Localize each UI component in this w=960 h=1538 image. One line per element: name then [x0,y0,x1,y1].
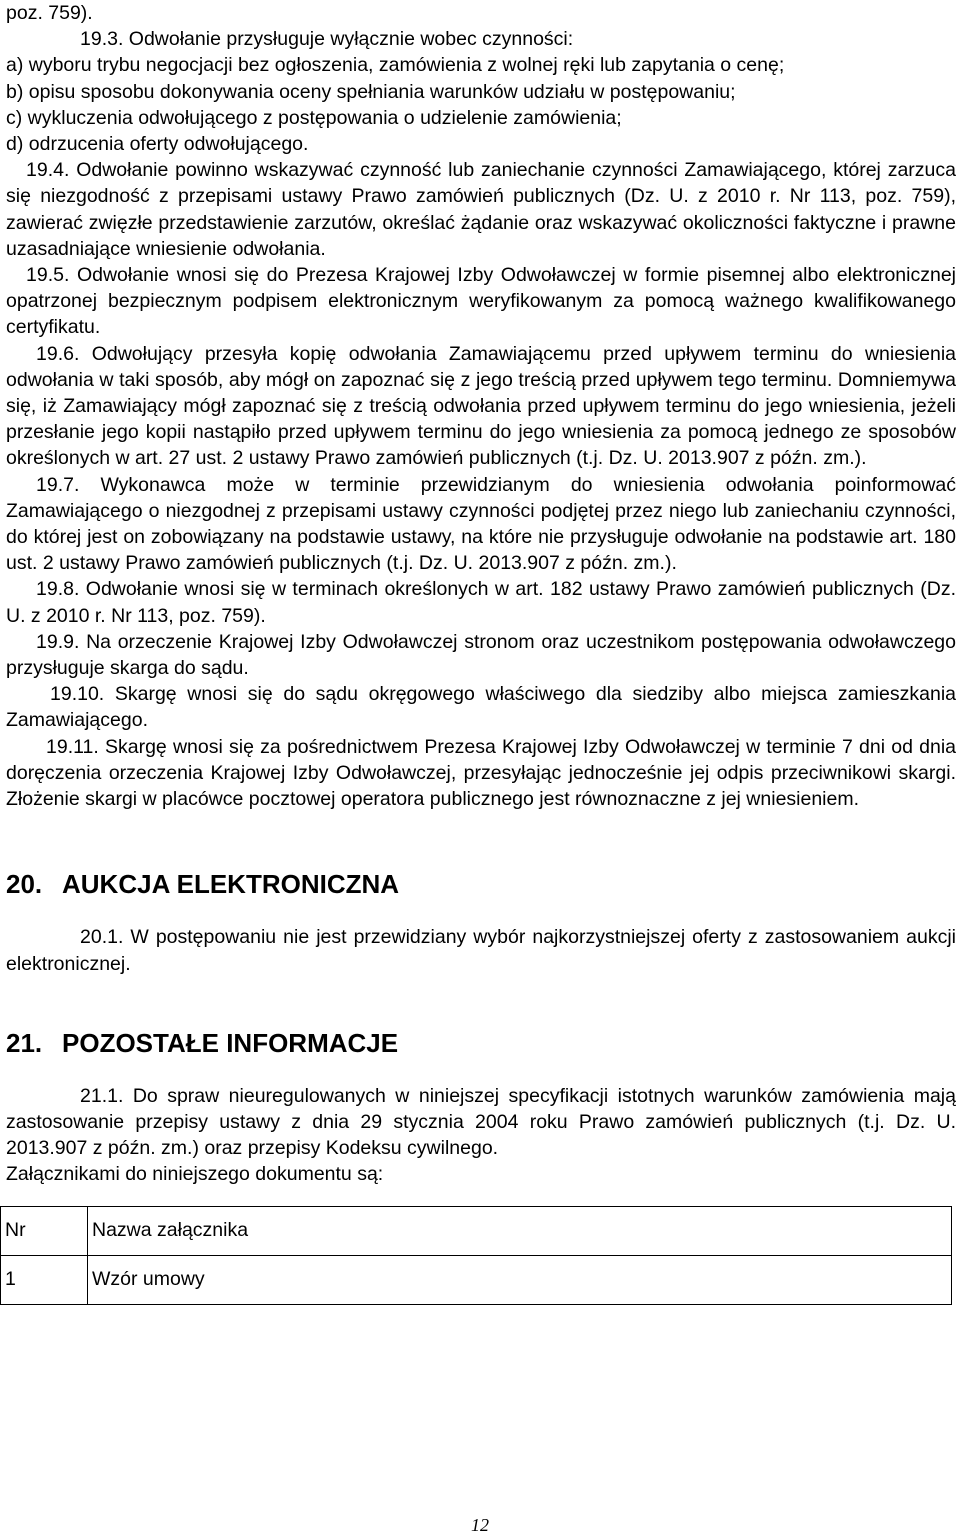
page-number: 12 [471,1515,489,1535]
paragraph-19-9: 19.9. Na orzeczenie Krajowej Izby Odwoławczej stronom oraz uczestnikom postępowania odwoławczego przysługuje skarga do sądu. [6,630,956,680]
attachments-intro: Załącznikami do niniejszego dokumentu są: [6,1163,384,1186]
paragraph-19-3: 19.3. Odwołanie przysługuje wyłącznie wobec czynności: [80,28,574,51]
paragraph-19-5: 19.5. Odwołanie wnosi się do Prezesa Krajowej Izby Odwoławczej w formie pisemnej albo elektronicznej opatrzonej bezpiecznym podpisem elektronicznym weryfikowanym za pomocą ważnego kwalifikowanego certyfikatu. [6,264,956,339]
paragraph-19-6: 19.6. Odwołujący przesyła kopię odwołania Zamawiającemu przed upływem terminu do wniesienia odwołania w taki sposób, aby mógł on zapoznać się z jego treścią przed upływem tego terminu. Domniemywa się, iż Zamawiający mógł zapoznać się z treścią odwołania przed upływem terminu do jego wniesienia, jeżeli przesłanie jego kopii nastąpiło przed upływem terminu do jego wniesienia za pomocą jednego ze sposobów określonych w art. 27 ust. 2 ustawy Prawo zamówień publicznych (t.j. Dz. U. 2013.907 z późn. zm.). [6,342,956,470]
section-number: 20. [6,869,43,900]
paragraph-21-1: 21.1. Do spraw nieuregulowanych w niniejszej specyfikacji istotnych warunków zamówienia mają zastosowanie przepisy ustawy z dnia 29 stycznia 2004 roku Prawo zamówień publicznych (t.j. Dz. U. 2013.907 z późn. zm.) oraz przepisy Kodeksu cywilnego. [6,1084,956,1160]
list-item-d: d) odrzucenia oferty odwołującego. [6,133,309,156]
section-heading-20 [6,868,956,900]
paragraph-20-1: 20.1. W postępowaniu nie jest przewidziany wybór najkorzystniejszej oferty z zastosowaniem aukcji elektronicznej. [6,926,956,975]
paragraph-19-4: 19.4. Odwołanie powinno wskazywać czynność lub zaniechanie czynności Zamawiającego, której zarzuca się niezgodność z przepisami ustawy Prawo zamówień publicznych (Dz. U. z 2010 r. Nr 113, poz. 759), zawierać zwięzłe przedstawienie zarzutów, określać żądanie oraz wskazywać okoliczności faktyczne i prawne uzasadniające wniesienie odwołania. [6,159,956,260]
attachments-table [0,1206,952,1305]
list-item-c: c) wykluczenia odwołującego z postępowania o udzielenie zamówienia; [6,106,622,129]
list-item-a: a) wyboru trybu negocjacji bez ogłoszenia, zamówienia z wolnej ręki lub zapytania o cenę; [6,54,785,77]
paragraph-19-7: 19.7. Wykonawca może w terminie przewidzianym do wniesienia odwołania poinformować Zamawiającego o niezgodnej z przepisami ustawy czynności podjętej przez niego lub zaniechaniu czynności, do której jest on zobowiązany na podstawie ustawy, na które nie przysługuje odwołanie na podstawie art. 180 ust. 2 ustawy Prawo zamówień publicznych (t.j. Dz. U. 2013.907 z późn. zm.). [6,473,956,575]
section-title: POZOSTAŁE INFORMACJE [62,1027,399,1058]
text-line-top: poz. 759). [6,2,93,24]
paragraph-19-11: 19.11. Skargę wnosi się za pośrednictwem Prezesa Krajowej Izby Odwoławczej w terminie 7 dni od dnia doręczenia orzeczenia Krajowej Izby Odwoławczej, przesyłając jednocześnie jej odpis przeciwnikowi skargi. Złożenie skargi w placówce pocztowej operatora publicznego jest równoznaczne z jej wniesieniem. [6,735,956,811]
table-row [1,1255,952,1304]
table-header-row [1,1206,952,1255]
paragraph-19-8: 19.8. Odwołanie wnosi się w terminach określonych w art. 182 ustawy Prawo zamówień publicznych (Dz. U. z 2010 r. Nr 113, poz. 759). [6,578,956,627]
table-cell: Wzór umowy [88,1255,952,1304]
document-page [6,0,956,1305]
paragraph-19-10: 19.10. Skargę wnosi się do sądu okręgowego właściwego dla siedziby albo miejsca zamieszkania Zamawiającego. [6,683,956,732]
list-item-b: b) opisu sposobu dokonywania oceny spełniania warunków udziału w postępowaniu; [6,80,736,103]
table-header-cell: Nr [1,1206,88,1255]
table-header-cell: Nazwa załącznika [88,1206,952,1255]
section-heading-21 [6,1027,956,1059]
section-number: 21. [6,1027,43,1058]
table-cell: 1 [1,1255,88,1304]
section-title: AUKCJA ELEKTRONICZNA [62,869,400,900]
